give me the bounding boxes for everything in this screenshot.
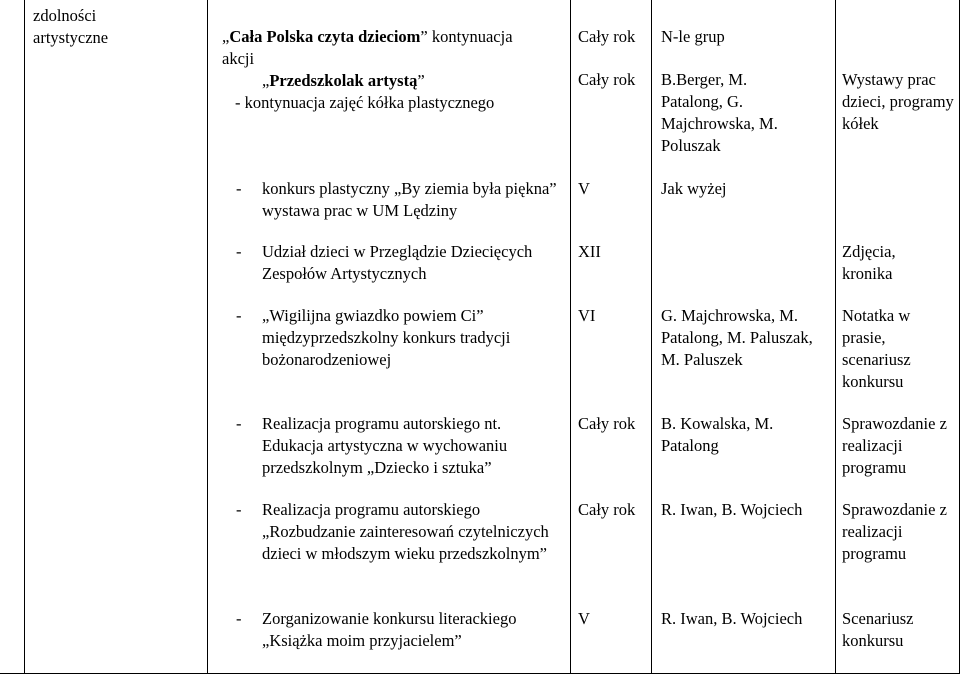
table-border-col3 [570, 0, 571, 674]
task-cell-3 [222, 305, 562, 371]
effect-cell-6 [842, 608, 937, 652]
task-text: Udział dzieci w Przeglądzie Dziecięcych Zespołów Artystycznych [262, 242, 533, 283]
task-text: kontynuacja [427, 27, 513, 46]
term-cell-2 [578, 241, 648, 263]
dash: - [236, 500, 242, 519]
quote-close: ” [420, 27, 428, 46]
term: Cały rok [578, 414, 636, 433]
effect: Scenariusz konkursu [842, 609, 914, 650]
table-border-col2 [207, 0, 208, 674]
term-cell-1 [578, 178, 648, 200]
quote-close: ” [417, 71, 425, 90]
resp-cell-0b [661, 69, 801, 157]
effect: Sprawozdanie z realizacji programu [842, 414, 947, 477]
task-text: konkurs plastyczny „By ziemia była piękna” wystawa prac w UM Lędziny [262, 179, 557, 220]
effect: Notatka w prasie, scenariusz konkursu [842, 306, 911, 391]
task-line: - kontynuacja zajęć kółka plastycznego [235, 93, 495, 112]
responsible: B. Kowalska, M. Patalong [661, 414, 774, 455]
resp-cell-4 [661, 413, 786, 457]
term: Cały rok [578, 500, 636, 519]
dash: - [236, 609, 242, 628]
effect-cell-2 [842, 241, 932, 285]
term: Cały rok [578, 70, 636, 89]
table-border-col5 [835, 0, 836, 674]
term-cell-6 [578, 608, 648, 630]
term: VI [578, 306, 596, 325]
term: Cały rok [578, 27, 636, 46]
quote-open: „ [262, 71, 270, 90]
term-cell-5 [578, 499, 648, 521]
term-cell-4 [578, 413, 648, 435]
effect: Sprawozdanie z realizacji programu [842, 500, 947, 563]
resp-cell-3 [661, 305, 831, 371]
resp-cell-1 [661, 178, 831, 200]
task-line [222, 26, 562, 48]
responsible: N-le grup [661, 27, 725, 46]
responsible: R. Iwan, B. Wojciech [661, 609, 803, 628]
task-line: akcji [222, 49, 255, 68]
term: XII [578, 242, 601, 261]
task-cell-6 [222, 608, 562, 652]
resp-cell-5 [661, 499, 831, 521]
task-cell-4 [222, 413, 562, 479]
dash: - [236, 306, 242, 325]
resp-cell-6 [661, 608, 831, 630]
responsible: Jak wyżej [661, 179, 727, 198]
term-cell-0a [578, 26, 648, 48]
task-cell-1 [222, 178, 562, 222]
effect-cell-0 [842, 69, 954, 135]
responsible: R. Iwan, B. Wojciech [661, 500, 803, 519]
task-text: Realizacja programu autorskiego „Rozbudzanie zainteresowań czytelniczych dzieci w młodszym wieku przedszkolnym” [262, 500, 549, 563]
dash: - [236, 242, 242, 261]
effect: Wystawy prac dzieci, programy kółek [842, 70, 954, 133]
term-cell-3 [578, 305, 648, 327]
task-line [222, 70, 562, 92]
responsible: G. Majchrowska, M. Patalong, M. Paluszak, M. Paluszek [661, 306, 813, 369]
task-cell-0 [222, 26, 562, 114]
category-label: zdolności artystyczne [33, 6, 109, 47]
table-border-col4 [651, 0, 652, 674]
dash: - [236, 414, 242, 433]
term: V [578, 179, 590, 198]
effect: Zdjęcia, kronika [842, 242, 896, 283]
responsible: B.Berger, M. Patalong, G. Majchrowska, M. Poluszak [661, 70, 778, 155]
task-cell-5 [222, 499, 562, 565]
dash: - [236, 179, 242, 198]
task-bold-title: Przedszkolak artystą [269, 71, 418, 90]
task-text: Realizacja programu autorskiego nt. Edukacja artystyczna w wychowaniu przedszkolnym „Dziecko i sztuka” [262, 414, 508, 477]
quote-open: „ [222, 27, 230, 46]
category-cell [33, 5, 173, 49]
table-border-left [24, 0, 25, 674]
task-text: Zorganizowanie konkursu literackiego „Książka moim przyjacielem” [262, 609, 517, 650]
term: V [578, 609, 590, 628]
task-bold-title: Cała Polska czyta dzieciom [229, 27, 421, 46]
task-cell-2 [222, 241, 562, 285]
term-cell-0b [578, 69, 648, 91]
task-text: „Wigilijna gwiazdko powiem Ci” międzyprzedszkolny konkurs tradycji bożonarodzeniowej [262, 306, 511, 369]
effect-cell-5 [842, 499, 957, 565]
effect-cell-4 [842, 413, 957, 479]
effect-cell-3 [842, 305, 937, 393]
resp-cell-0a [661, 26, 831, 48]
